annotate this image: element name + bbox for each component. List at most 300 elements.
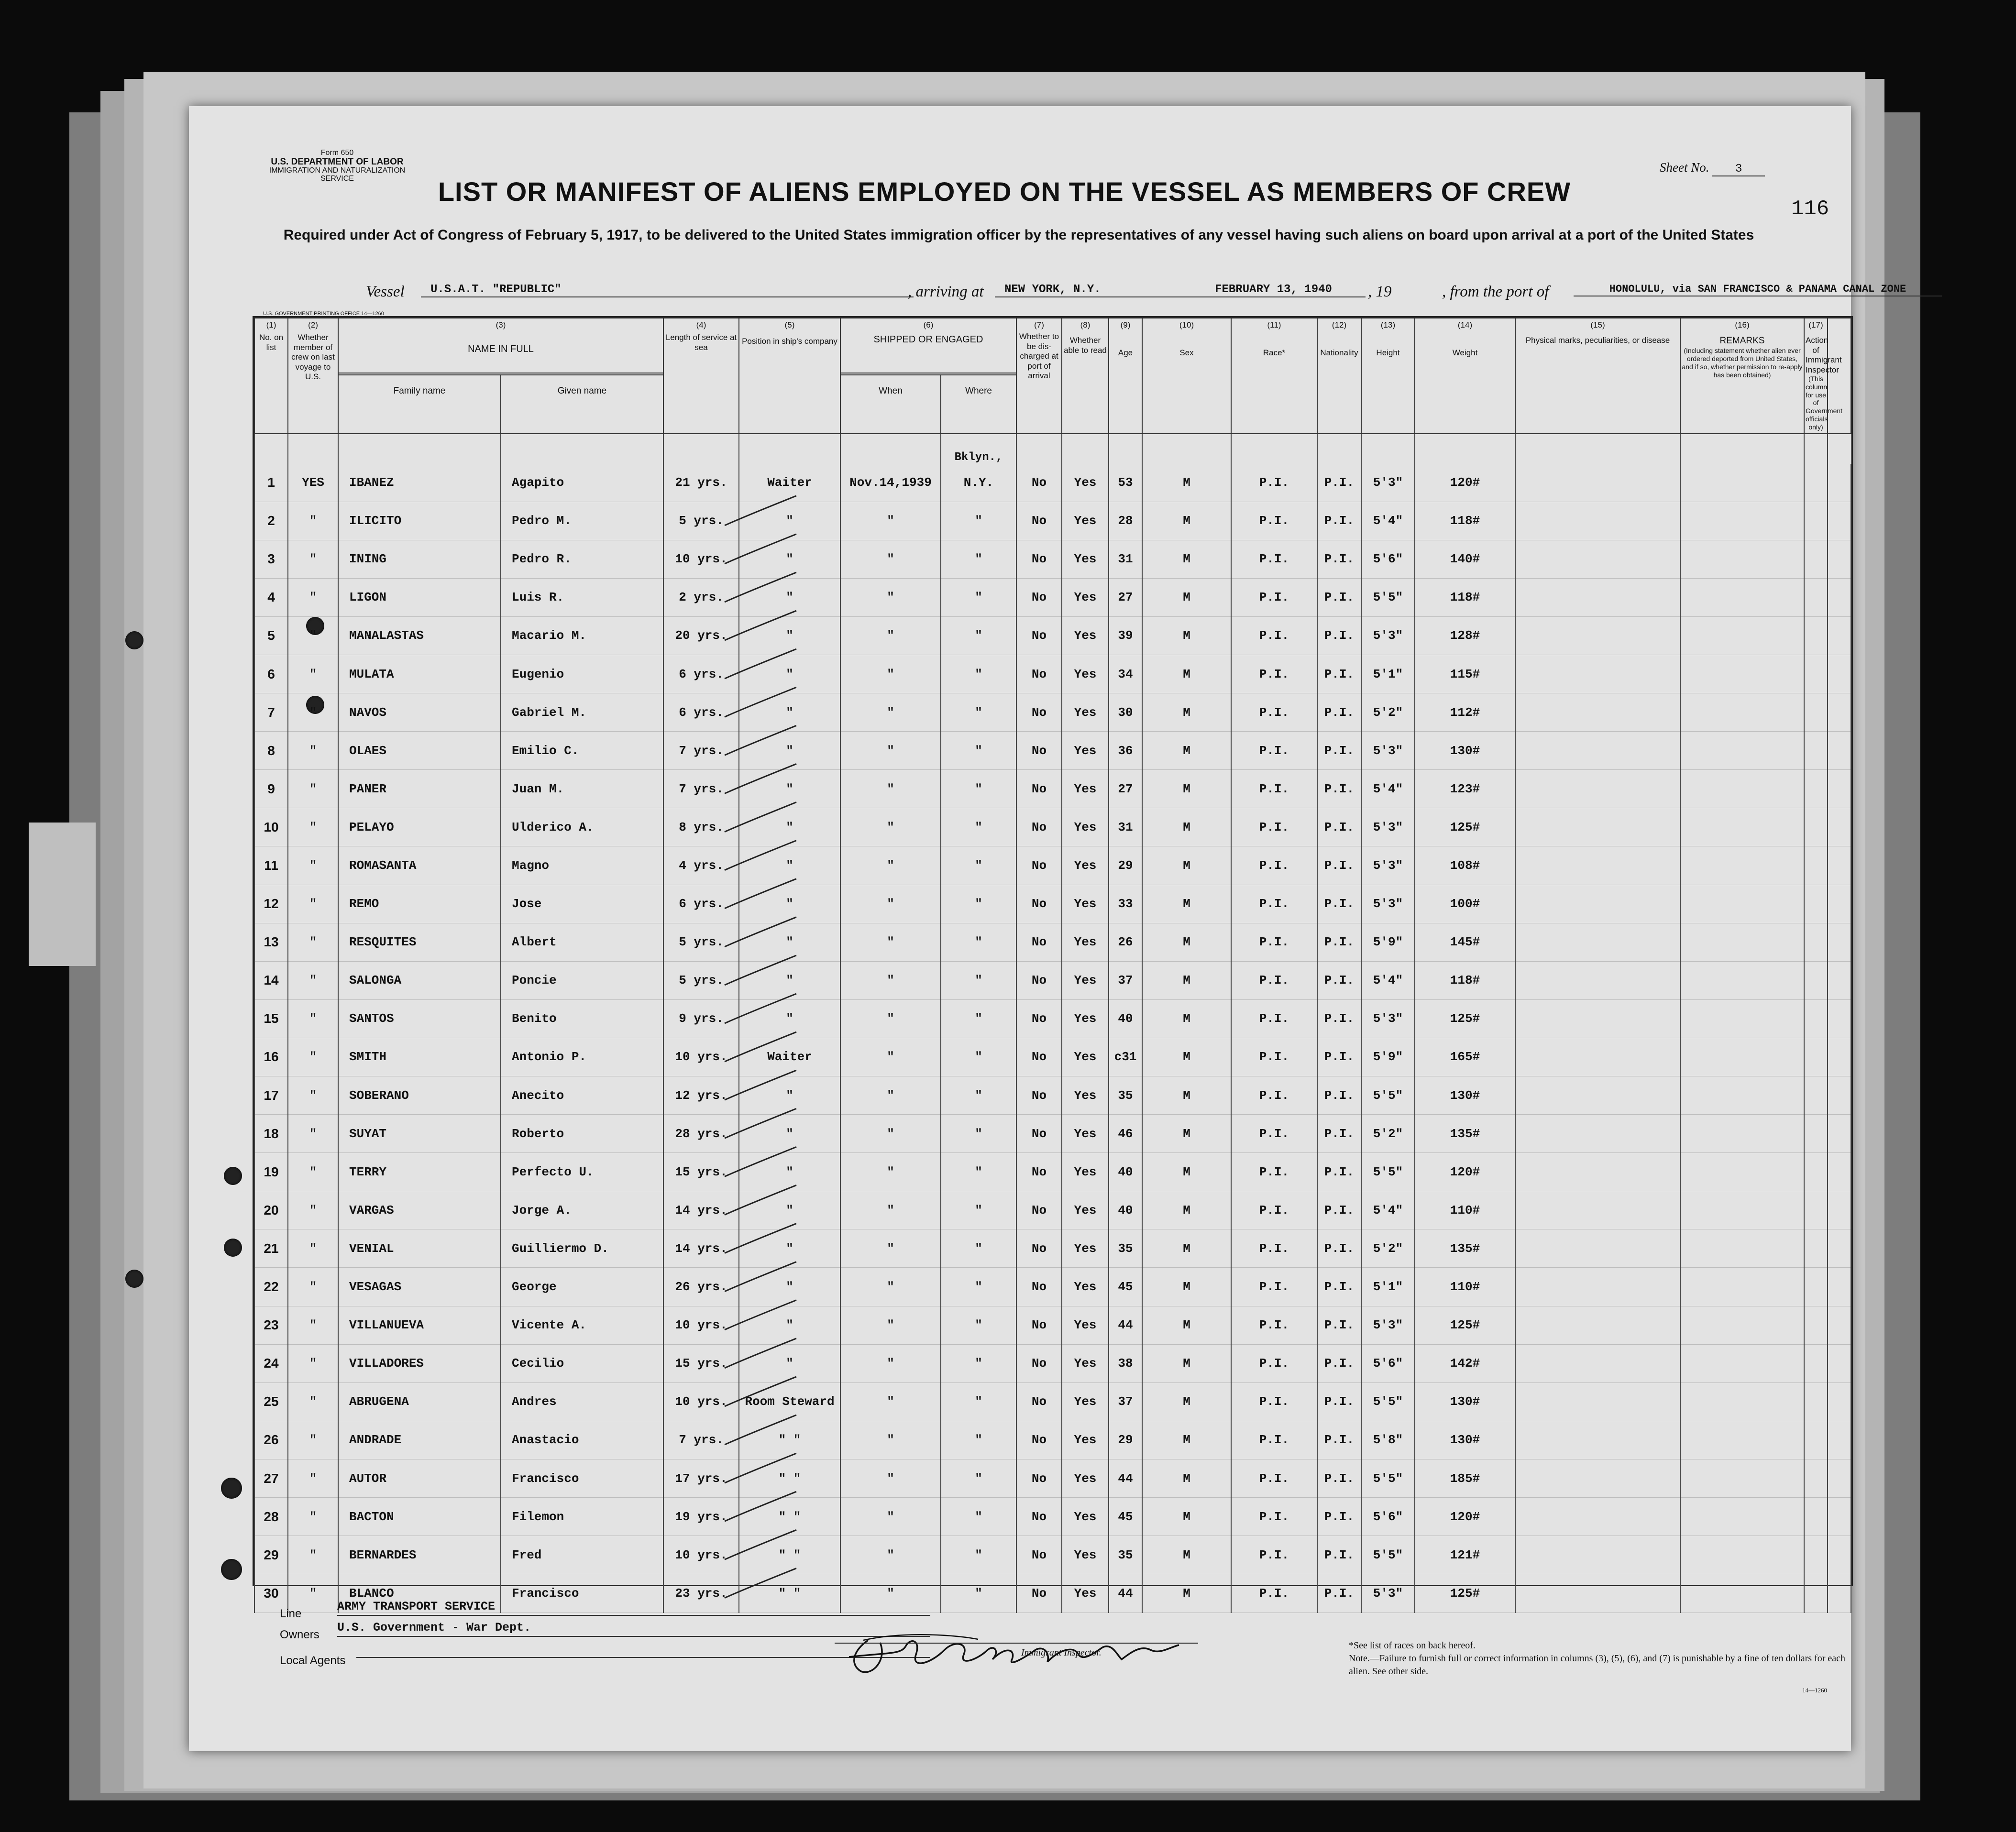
cell-row-number: 2 — [254, 502, 288, 540]
shipped-where-note: Bklyn., — [941, 434, 1016, 464]
cell-race: P.I. — [1231, 732, 1317, 770]
cell-empty — [1515, 885, 1680, 923]
cell-sex: M — [1142, 732, 1231, 770]
cell-race: P.I. — [1231, 1153, 1317, 1191]
cell-able-to-read: Yes — [1062, 616, 1109, 655]
cell-height: 5'4" — [1361, 502, 1415, 540]
cell-height: 5'3" — [1361, 1574, 1415, 1613]
cell-empty — [1680, 578, 1804, 616]
cell-empty — [1680, 961, 1804, 999]
cell-nationality: P.I. — [1317, 923, 1361, 961]
cell-family-name: PELAYO — [338, 808, 501, 846]
table-row — [254, 1038, 1851, 1076]
cell-last-voyage: " — [288, 808, 338, 846]
cell-margin — [1828, 999, 1851, 1038]
cell-position: " — [739, 1344, 840, 1382]
table-row — [254, 1191, 1851, 1229]
cell-family-name: SANTOS — [338, 999, 501, 1038]
cell-empty — [1680, 1344, 1804, 1382]
cell-discharged: No — [1016, 770, 1062, 808]
cell-shipped-when: " — [840, 961, 941, 999]
cell-weight: 120# — [1415, 464, 1515, 502]
cell-discharged: No — [1016, 1115, 1062, 1153]
table-row — [254, 770, 1851, 808]
cell-weight: 145# — [1415, 923, 1515, 961]
cell-height: 5'5" — [1361, 1153, 1415, 1191]
cell-shipped-where: " — [941, 808, 1016, 846]
table-row — [254, 961, 1851, 999]
cell-last-voyage: " — [288, 770, 338, 808]
cell-weight: 110# — [1415, 1191, 1515, 1229]
cell-length-of-service: 8 yrs. — [663, 808, 739, 846]
cell-empty — [1515, 1115, 1680, 1153]
cell-empty — [1804, 693, 1828, 732]
cell-family-name: AUTOR — [338, 1459, 501, 1497]
cell-sex: M — [1142, 1421, 1231, 1459]
binder-hole — [221, 1478, 242, 1499]
cell-position: " — [739, 961, 840, 999]
cell-height: 5'3" — [1361, 464, 1415, 502]
cell-given-name: Roberto — [501, 1115, 663, 1153]
cell-race: P.I. — [1231, 1498, 1317, 1536]
cell-height: 5'5" — [1361, 1382, 1415, 1421]
cell-empty — [1515, 1038, 1680, 1076]
cell-able-to-read: Yes — [1062, 1038, 1109, 1076]
cell-empty — [1680, 808, 1804, 846]
cell-height: 5'4" — [1361, 1191, 1415, 1229]
cell-discharged: No — [1016, 1268, 1062, 1306]
col-num-16: (16) REMARKS (Including statement whether alien ever ordered deported from United States, and if so, whether permission to re-apply has been obtained) — [1680, 318, 1804, 434]
cell-last-voyage: " — [288, 1191, 338, 1229]
cell-nationality: P.I. — [1317, 1191, 1361, 1229]
cell-shipped-where: " — [941, 846, 1016, 885]
cell-height: 5'3" — [1361, 616, 1415, 655]
cell-position: " — [739, 770, 840, 808]
cell-able-to-read: Yes — [1062, 655, 1109, 693]
cell-length-of-service: 4 yrs. — [663, 846, 739, 885]
cell-empty — [1680, 502, 1804, 540]
cell-discharged: No — [1016, 616, 1062, 655]
cell-able-to-read: Yes — [1062, 1153, 1109, 1191]
cell-last-voyage: " — [288, 1382, 338, 1421]
cell-last-voyage: " — [288, 502, 338, 540]
cell-shipped-when: " — [840, 1115, 941, 1153]
cell-family-name: SALONGA — [338, 961, 501, 999]
cell-race: P.I. — [1231, 502, 1317, 540]
sheet-number — [1660, 160, 1765, 176]
cell-weight: 140# — [1415, 540, 1515, 578]
cell-race: P.I. — [1231, 1344, 1317, 1382]
cell-row-number: 9 — [254, 770, 288, 808]
cell-given-name: Macario M. — [501, 616, 663, 655]
cell-length-of-service: 5 yrs. — [663, 961, 739, 999]
cell-height: 5'3" — [1361, 732, 1415, 770]
cell-weight: 123# — [1415, 770, 1515, 808]
cell-shipped-when: " — [840, 578, 941, 616]
printing-office-note: U.S. GOVERNMENT PRINTING OFFICE 14—1260 — [263, 311, 384, 317]
cell-height: 5'8" — [1361, 1421, 1415, 1459]
cell-weight: 120# — [1415, 1498, 1515, 1536]
cell-nationality: P.I. — [1317, 1459, 1361, 1497]
cell-last-voyage: " — [288, 1536, 338, 1574]
cell-family-name: ILICITO — [338, 502, 501, 540]
cell-discharged: No — [1016, 846, 1062, 885]
cell-empty — [1804, 1344, 1828, 1382]
cell-family-name: INING — [338, 540, 501, 578]
table-row — [254, 1536, 1851, 1574]
cell-last-voyage: " — [288, 1076, 338, 1115]
cell-position: " — [739, 578, 840, 616]
cell-race: P.I. — [1231, 1191, 1317, 1229]
department-name: U.S. DEPARTMENT OF LABOR — [271, 156, 404, 167]
cell-discharged: No — [1016, 1382, 1062, 1421]
crew-rows — [254, 464, 1851, 1613]
cell-weight: 100# — [1415, 885, 1515, 923]
cell-margin — [1828, 1038, 1851, 1076]
cell-nationality: P.I. — [1317, 1574, 1361, 1613]
cell-shipped-when: " — [840, 1382, 941, 1421]
cell-given-name: Ulderico A. — [501, 808, 663, 846]
cell-nationality: P.I. — [1317, 578, 1361, 616]
cell-able-to-read: Yes — [1062, 502, 1109, 540]
col-num-1: (1) No. on list — [254, 318, 288, 434]
cell-length-of-service: 26 yrs. — [663, 1268, 739, 1306]
cell-empty — [1680, 693, 1804, 732]
cell-weight: 120# — [1415, 1153, 1515, 1191]
cell-given-name: Agapito — [501, 464, 663, 502]
table-row — [254, 1268, 1851, 1306]
cell-empty — [1804, 808, 1828, 846]
cell-empty — [1515, 1306, 1680, 1344]
cell-empty — [1515, 1421, 1680, 1459]
cell-family-name: ABRUGENA — [338, 1382, 501, 1421]
cell-last-voyage: " — [288, 999, 338, 1038]
cell-shipped-when: " — [840, 1536, 941, 1574]
cell-empty — [1804, 770, 1828, 808]
cell-empty — [1515, 1268, 1680, 1306]
cell-given-name: Gabriel M. — [501, 693, 663, 732]
cell-sex: M — [1142, 923, 1231, 961]
cell-given-name: Eugenio — [501, 655, 663, 693]
cell-able-to-read: Yes — [1062, 885, 1109, 923]
cell-length-of-service: 14 yrs. — [663, 1229, 739, 1268]
cell-sex: M — [1142, 1115, 1231, 1153]
cell-family-name: ANDRADE — [338, 1421, 501, 1459]
cell-empty — [1515, 770, 1680, 808]
cell-shipped-where: " — [941, 961, 1016, 999]
cell-last-voyage: " — [288, 616, 338, 655]
cell-able-to-read: Yes — [1062, 1229, 1109, 1268]
cell-margin — [1828, 770, 1851, 808]
vessel-info-row — [210, 281, 1906, 305]
cell-nationality: P.I. — [1317, 808, 1361, 846]
col-num-11: (11) Race* — [1231, 318, 1317, 434]
cell-race: P.I. — [1231, 540, 1317, 578]
cell-shipped-where: " — [941, 1498, 1016, 1536]
cell-length-of-service: 6 yrs. — [663, 655, 739, 693]
table-row — [254, 1076, 1851, 1115]
cell-height: 5'6" — [1361, 540, 1415, 578]
cell-empty — [1680, 770, 1804, 808]
cell-empty — [1680, 464, 1804, 502]
cell-row-number: 11 — [254, 846, 288, 885]
cell-empty — [1680, 999, 1804, 1038]
cell-race: P.I. — [1231, 655, 1317, 693]
cell-age: c31 — [1109, 1038, 1142, 1076]
cell-empty — [1804, 1574, 1828, 1613]
cell-family-name: BERNARDES — [338, 1536, 501, 1574]
cell-race: P.I. — [1231, 464, 1317, 502]
cell-discharged: No — [1016, 1153, 1062, 1191]
cell-shipped-when: " — [840, 1229, 941, 1268]
cell-position: " " — [739, 1498, 840, 1536]
cell-empty — [1680, 616, 1804, 655]
table-row — [254, 1306, 1851, 1344]
cell-shipped-when: " — [840, 1306, 941, 1344]
cell-margin — [1828, 1344, 1851, 1382]
cell-discharged: No — [1016, 655, 1062, 693]
cell-shipped-where: " — [941, 693, 1016, 732]
col-num-9: (9) Age — [1109, 318, 1142, 434]
cell-empty — [1680, 540, 1804, 578]
cell-shipped-where: " — [941, 1191, 1016, 1229]
cell-margin — [1828, 1229, 1851, 1268]
cell-sex: M — [1142, 1344, 1231, 1382]
cell-nationality: P.I. — [1317, 1498, 1361, 1536]
cell-given-name: Benito — [501, 999, 663, 1038]
cell-empty — [1680, 1115, 1804, 1153]
cell-discharged: No — [1016, 1229, 1062, 1268]
cell-shipped-when: " — [840, 923, 941, 961]
cell-position: " " — [739, 1536, 840, 1574]
cell-row-number: 15 — [254, 999, 288, 1038]
cell-age: 53 — [1109, 464, 1142, 502]
cell-empty — [1680, 885, 1804, 923]
cell-row-number: 23 — [254, 1306, 288, 1344]
cell-empty — [1515, 655, 1680, 693]
table-row — [254, 578, 1851, 616]
cell-weight: 130# — [1415, 1076, 1515, 1115]
cell-nationality: P.I. — [1317, 502, 1361, 540]
given-name-header: Given name — [501, 375, 663, 434]
cell-race: P.I. — [1231, 578, 1317, 616]
cell-discharged: No — [1016, 1459, 1062, 1497]
cell-weight: 125# — [1415, 1574, 1515, 1613]
cell-nationality: P.I. — [1317, 732, 1361, 770]
cell-height: 5'3" — [1361, 1306, 1415, 1344]
cell-weight: 128# — [1415, 616, 1515, 655]
cell-length-of-service: 6 yrs. — [663, 693, 739, 732]
cell-empty — [1515, 464, 1680, 502]
cell-margin — [1828, 464, 1851, 502]
cell-empty — [1804, 732, 1828, 770]
cell-row-number: 22 — [254, 1268, 288, 1306]
cell-family-name: TERRY — [338, 1153, 501, 1191]
cell-last-voyage: " — [288, 1038, 338, 1076]
cell-empty — [1515, 732, 1680, 770]
cell-margin — [1828, 923, 1851, 961]
cell-last-voyage: " — [288, 655, 338, 693]
cell-given-name: Anastacio — [501, 1421, 663, 1459]
cell-shipped-where: N.Y. — [941, 464, 1016, 502]
cell-length-of-service: 5 yrs. — [663, 923, 739, 961]
cell-discharged: No — [1016, 502, 1062, 540]
column-number-row — [254, 318, 1851, 373]
cell-last-voyage: " — [288, 961, 338, 999]
cell-empty — [1804, 1268, 1828, 1306]
cell-margin — [1828, 1115, 1851, 1153]
cell-discharged: No — [1016, 1344, 1062, 1382]
cell-last-voyage: " — [288, 923, 338, 961]
line-row — [280, 1600, 949, 1621]
cell-height: 5'5" — [1361, 1459, 1415, 1497]
margin-column — [1828, 318, 1851, 434]
cell-position: " " — [739, 1574, 840, 1613]
cell-able-to-read: Yes — [1062, 1191, 1109, 1229]
cell-age: 39 — [1109, 616, 1142, 655]
cell-empty — [1804, 464, 1828, 502]
cell-shipped-where: " — [941, 923, 1016, 961]
cell-race: P.I. — [1231, 1459, 1317, 1497]
cell-empty — [1804, 999, 1828, 1038]
cell-position: Room Steward — [739, 1382, 840, 1421]
cell-weight: 118# — [1415, 502, 1515, 540]
table-row — [254, 1421, 1851, 1459]
cell-sex: M — [1142, 1498, 1231, 1536]
cell-nationality: P.I. — [1317, 616, 1361, 655]
cell-row-number: 16 — [254, 1038, 288, 1076]
cell-row-number: 13 — [254, 923, 288, 961]
cell-sex: M — [1142, 693, 1231, 732]
col-num-17: (17) Action of Immigrant Inspector (This column for use of Government officials only) — [1804, 318, 1828, 434]
cell-position: " — [739, 999, 840, 1038]
cell-family-name: SOBERANO — [338, 1076, 501, 1115]
cell-position: Waiter — [739, 1038, 840, 1076]
cell-margin — [1828, 1536, 1851, 1574]
cell-margin — [1828, 655, 1851, 693]
cell-length-of-service: 14 yrs. — [663, 1191, 739, 1229]
cell-empty — [1515, 846, 1680, 885]
binder-hole — [125, 1270, 143, 1288]
cell-length-of-service: 10 yrs. — [663, 1306, 739, 1344]
cell-given-name: Jorge A. — [501, 1191, 663, 1229]
sheet-number-value: 3 — [1712, 163, 1765, 176]
cell-position: " — [739, 1268, 840, 1306]
cell-margin — [1828, 578, 1851, 616]
cell-weight: 108# — [1415, 846, 1515, 885]
cell-able-to-read: Yes — [1062, 1344, 1109, 1382]
cell-given-name: Francisco — [501, 1574, 663, 1613]
cell-shipped-where: " — [941, 1076, 1016, 1115]
binder-hole — [221, 1559, 242, 1580]
cell-able-to-read: Yes — [1062, 1421, 1109, 1459]
cell-empty — [1515, 1382, 1680, 1421]
cell-nationality: P.I. — [1317, 961, 1361, 999]
cell-length-of-service: 7 yrs. — [663, 770, 739, 808]
line-value: ARMY TRANSPORT SERVICE — [337, 1600, 930, 1616]
owners-value: U.S. Government - War Dept. — [337, 1621, 930, 1637]
cell-sex: M — [1142, 1191, 1231, 1229]
cell-shipped-when: " — [840, 502, 941, 540]
cell-family-name: SMITH — [338, 1038, 501, 1076]
cell-length-of-service: 28 yrs. — [663, 1115, 739, 1153]
cell-margin — [1828, 540, 1851, 578]
cell-able-to-read: Yes — [1062, 540, 1109, 578]
cell-race: P.I. — [1231, 1076, 1317, 1115]
cell-weight: 130# — [1415, 1421, 1515, 1459]
cell-sex: M — [1142, 502, 1231, 540]
cell-empty — [1680, 1459, 1804, 1497]
cell-shipped-when: " — [840, 1421, 941, 1459]
cell-age: 27 — [1109, 578, 1142, 616]
cell-empty — [1804, 1115, 1828, 1153]
cell-row-number: 7 — [254, 693, 288, 732]
table-spacer-row — [254, 434, 1851, 464]
cell-sex: M — [1142, 616, 1231, 655]
cell-discharged: No — [1016, 885, 1062, 923]
cell-height: 5'5" — [1361, 1076, 1415, 1115]
cell-position: " — [739, 808, 840, 846]
cell-weight: 112# — [1415, 693, 1515, 732]
cell-shipped-when: " — [840, 693, 941, 732]
cell-empty — [1804, 961, 1828, 999]
cell-weight: 118# — [1415, 578, 1515, 616]
cell-nationality: P.I. — [1317, 1306, 1361, 1344]
inspector-label: Immigrant Inspector. — [1021, 1647, 1102, 1658]
cell-shipped-when: " — [840, 1268, 941, 1306]
table-row — [254, 1498, 1851, 1536]
cell-margin — [1828, 1306, 1851, 1344]
cell-shipped-when: " — [840, 1574, 941, 1613]
cell-shipped-when: " — [840, 1038, 941, 1076]
cell-length-of-service: 5 yrs. — [663, 502, 739, 540]
cell-height: 5'9" — [1361, 923, 1415, 961]
cell-empty — [1804, 1153, 1828, 1191]
cell-shipped-when: " — [840, 1344, 941, 1382]
cell-empty — [1680, 1229, 1804, 1268]
table-row — [254, 464, 1851, 502]
cell-margin — [1828, 732, 1851, 770]
cell-family-name: LIGON — [338, 578, 501, 616]
cell-shipped-where: " — [941, 1382, 1016, 1421]
cell-last-voyage: " — [288, 1421, 338, 1459]
cell-empty — [1515, 693, 1680, 732]
cell-sex: M — [1142, 999, 1231, 1038]
cell-weight: 118# — [1415, 961, 1515, 999]
cell-discharged: No — [1016, 999, 1062, 1038]
signature-line — [835, 1643, 1198, 1644]
cell-family-name: PANER — [338, 770, 501, 808]
cell-weight: 130# — [1415, 732, 1515, 770]
cell-empty — [1804, 1498, 1828, 1536]
cell-empty — [1680, 1536, 1804, 1574]
cell-last-voyage: " — [288, 1306, 338, 1344]
cell-able-to-read: Yes — [1062, 578, 1109, 616]
cell-weight: 125# — [1415, 808, 1515, 846]
binder-hole — [224, 1167, 242, 1185]
cell-row-number: 27 — [254, 1459, 288, 1497]
cell-age: 29 — [1109, 1421, 1142, 1459]
cell-family-name: MANALASTAS — [338, 616, 501, 655]
col-num-10: (10) Sex — [1142, 318, 1231, 434]
cell-shipped-when: " — [840, 540, 941, 578]
cell-race: P.I. — [1231, 616, 1317, 655]
cell-family-name: ROMASANTA — [338, 846, 501, 885]
cell-empty — [1680, 1574, 1804, 1613]
cell-height: 5'9" — [1361, 1038, 1415, 1076]
cell-row-number: 29 — [254, 1536, 288, 1574]
cell-shipped-where: " — [941, 1115, 1016, 1153]
